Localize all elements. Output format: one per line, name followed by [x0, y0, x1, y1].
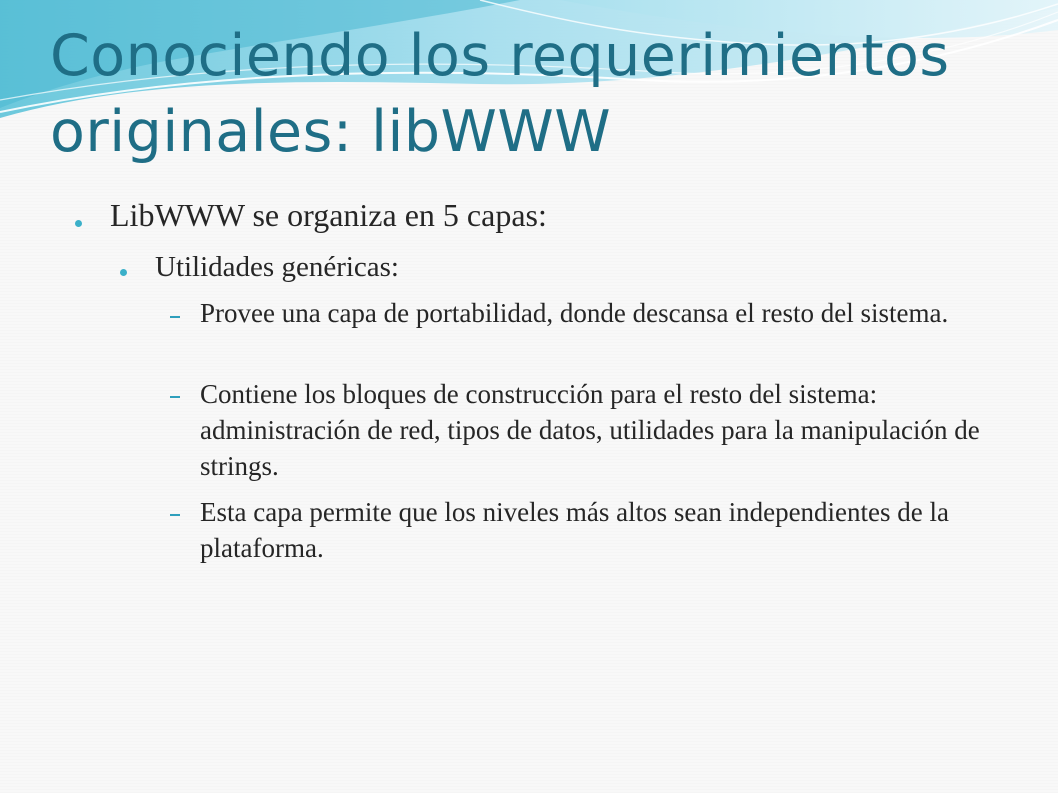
dash-bullet-icon: [170, 514, 180, 516]
dash-bullet-icon: [170, 396, 180, 398]
bullet-level-1: LibWWW se organiza en 5 capas:: [110, 197, 547, 233]
bullet-level-2: Utilidades genéricas:: [155, 251, 399, 283]
bullet-dot-icon: [75, 220, 82, 227]
dash-bullet-icon: [170, 316, 180, 318]
slide-title: Conociendo los requerimientos originales: libWWW: [50, 23, 950, 165]
sub-bullet: Provee una capa de portabilidad, donde descansa el resto del sistema.: [200, 298, 949, 328]
sub-bullet: Esta capa permite que los niveles más altos sean independientes de la plataforma.: [200, 497, 949, 563]
bullet-dot-icon: [120, 269, 127, 276]
sub-bullet: Contiene los bloques de construcción para el resto del sistema: administración de red, tipos de datos, utilidades para la manipulación de strings.: [200, 379, 980, 481]
